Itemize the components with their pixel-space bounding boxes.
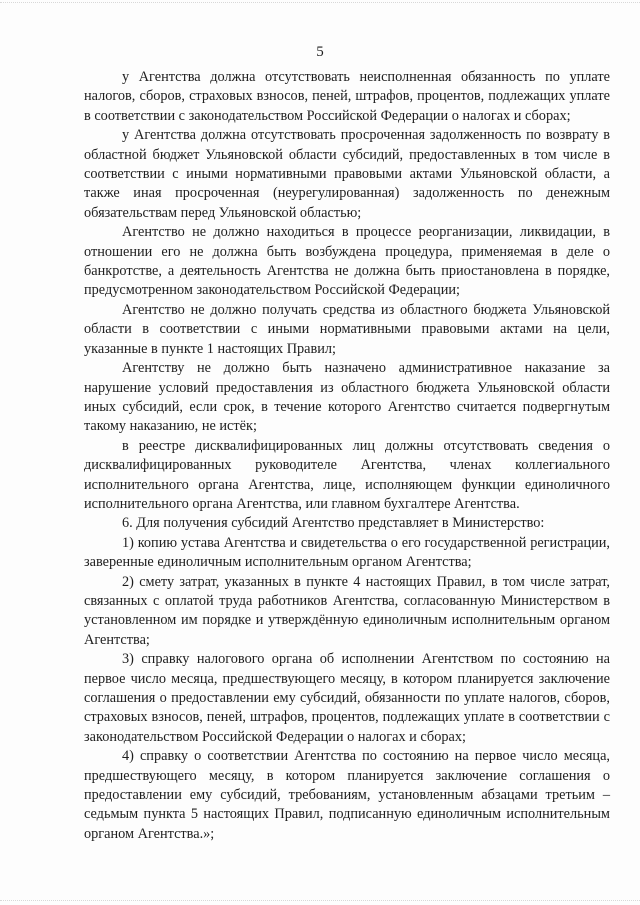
paragraph-no-other-funds: Агентство не должно получать средства из областного бюджета Ульяновской области в соответствии с иными нормативными правовыми актами на цели, указанные в пункте 1 настоящих Правил;: [84, 301, 610, 357]
scan-edge-bottom: [0, 900, 640, 902]
paragraph-item-6: 6. Для получения субсидий Агентство представляет в Министерство:: [122, 515, 545, 532]
document-body: [84, 68, 610, 844]
paragraph-disqualified-persons: в реестре дисквалифицированных лиц должны отсутствовать сведения о дисквалифицированных руководителе Агентства, членах коллегиального исполнительного органа Агентства, лице, исполняющем функции единоличного исполнительного органа Агентства, или главном бухгалтере Агентства.: [84, 437, 610, 512]
paragraph-reorganization: Агентство не должно находиться в процессе реорганизации, ликвидации, в отношении его не должна быть возбуждена процедура, применяемая в деле о банкротстве, а деятельность Агентства не должна быть приостановлена в порядке, предусмотренном законодательством Российской Федерации;: [84, 224, 610, 299]
paragraph-item-6-3: 3) справку налогового органа об исполнении Агентством по состоянию на первое число месяца, предшествующего месяцу, в котором планируется заключение соглашения о предоставлении ему субсидий, обязанности по уплате налогов, сборов, страховых взносов, пеней, штрафов, процентов, подлежащих уплате в соответствии с законодательством Российской Федерации о налогах и сборах;: [84, 651, 610, 745]
paragraph-tax-arrears: у Агентства должна отсутствовать неисполненная обязанность по уплате налогов, сборов, страховых взносов, пеней, штрафов, процентов, подлежащих уплате в соответствии с законодательством Российской Федерации о налогах и сборах;: [84, 69, 610, 124]
page-number: 5: [316, 44, 324, 60]
paragraph-item-6-4: 4) справку о соответствии Агентства по состоянию на первое число месяца, предшествующего месяцу, в котором планируется заключение соглашения о предоставлении ему субсидий, требованиям, установленным абзацами третьим – седьмым пункта 5 настоящих Правил, подписанную единоличным исполнительным органом Агентства.»;: [84, 748, 610, 842]
paragraph-item-6-2: 2) смету затрат, указанных в пункте 4 настоящих Правил, в том числе затрат, связанных с оплатой труда работников Агентства, согласованную Министерством в установленном им порядке и утверждённую единоличным исполнительным органом Агентства;: [84, 573, 610, 648]
paragraph-overdue-debt: у Агентства должна отсутствовать просроченная задолженность по возврату в областной бюджет Ульяновской области субсидий, предоставленных в том числе в соответствии с иными нормативными правовыми актами Ульяновской области, а также иная просроченная (неурегулированная) задолженность по денежным обязательствам перед Ульяновской областью;: [84, 127, 610, 221]
paragraph-administrative-penalty: Агентству не должно быть назначено административное наказание за нарушение условий предоставления из областного бюджета Ульяновской области иных субсидий, если срок, в течение которого Агентство считается подвергнутым такому наказанию, не истёк;: [84, 360, 610, 435]
paragraph-item-6-1: 1) копию устава Агентства и свидетельства о его государственной регистрации, заверенные единоличным исполнительным органом Агентства;: [84, 534, 610, 571]
scan-edge-top: [0, 2, 640, 4]
